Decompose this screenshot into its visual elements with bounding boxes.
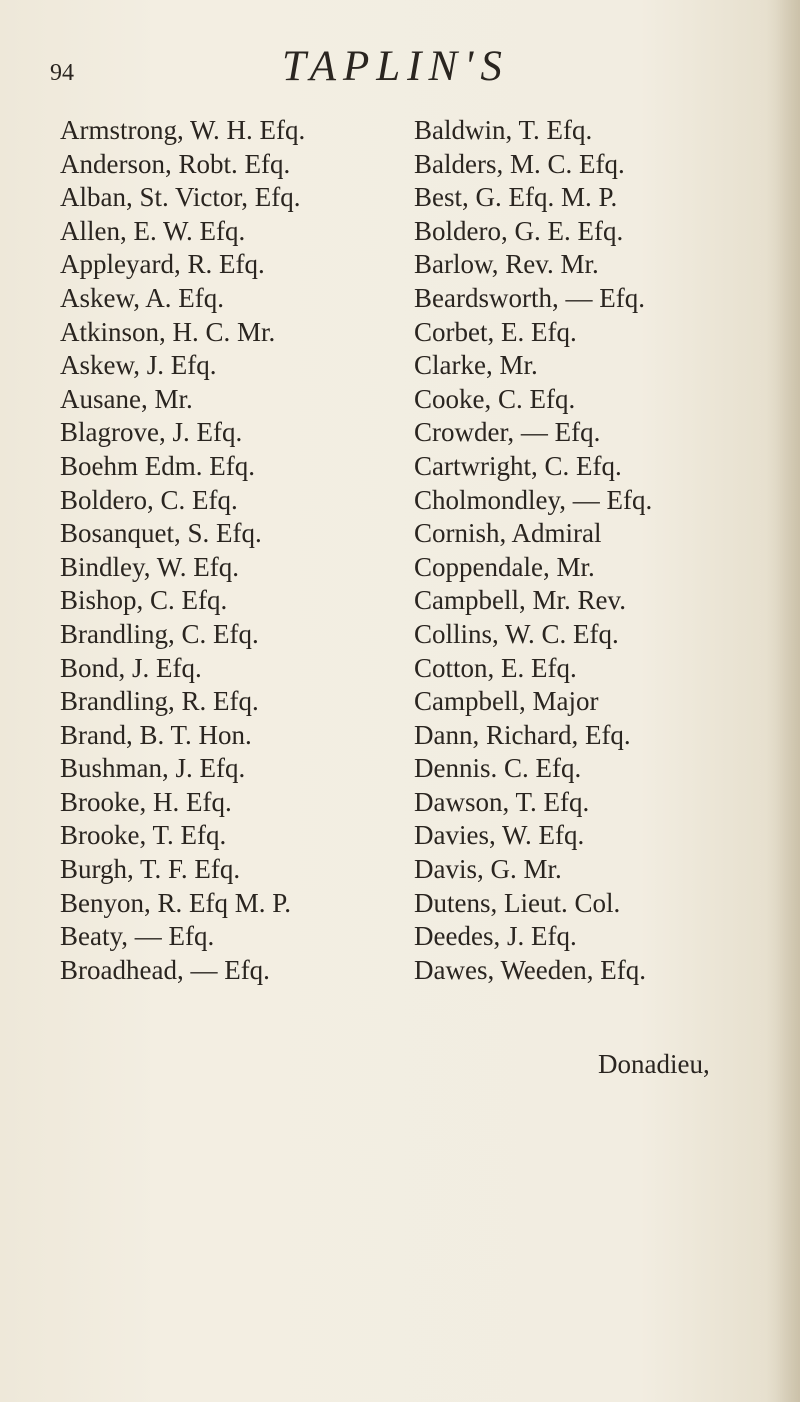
- list-item: Balders, M. C. Efq.: [414, 148, 625, 179]
- list-item: Best, G. Efq. M. P.: [414, 182, 618, 213]
- list-item: Askew, A. Efq.: [60, 282, 224, 313]
- subscriber-list-right-column: [414, 114, 652, 987]
- list-item: Bishop, C. Efq.: [60, 585, 228, 616]
- list-item: Armstrong, W. H. Efq.: [60, 115, 306, 145]
- list-item: Cotton, E. Efq.: [414, 652, 577, 683]
- list-item: Bushman, J. Efq.: [60, 753, 246, 784]
- list-item: Bosanquet, S. Efq.: [60, 518, 262, 549]
- list-item: Bond, J. Efq.: [60, 652, 202, 683]
- list-item: Appleyard, R. Efq.: [60, 249, 265, 280]
- list-item: Brandling, C. Efq.: [60, 618, 259, 649]
- list-item: Dutens, Lieut. Col.: [414, 887, 621, 918]
- list-item: Cornish, Admiral: [414, 518, 602, 549]
- list-item: Ausane, Mr.: [60, 383, 193, 414]
- list-item: Beaty, — Efq.: [60, 921, 215, 952]
- list-item: Barlow, Rev. Mr.: [414, 249, 599, 280]
- list-item: Cartwright, C. Efq.: [414, 450, 622, 481]
- list-item: Deedes, J. Efq.: [414, 921, 577, 952]
- list-item: Askew, J. Efq.: [60, 350, 217, 381]
- list-item: Boldero, C. Efq.: [60, 484, 238, 515]
- list-item: Beardsworth, — Efq.: [414, 282, 645, 313]
- list-item: Collins, W. C. Efq.: [414, 618, 619, 649]
- list-item: Boehm Edm. Efq.: [60, 450, 255, 481]
- list-item: Dawson, T. Efq.: [414, 786, 590, 817]
- list-item: Benyon, R. Efq M. P.: [60, 887, 292, 918]
- list-item: Baldwin, T. Efq.: [414, 115, 593, 145]
- list-item: Anderson, Robt. Efq.: [60, 148, 291, 179]
- list-item: Coppendale, Mr.: [414, 551, 595, 582]
- list-item: Dawes, Weeden, Efq.: [414, 954, 646, 985]
- list-item: Cholmondley, — Efq.: [414, 484, 653, 515]
- page-edge-shadow: [766, 0, 800, 1402]
- running-title: TAPLIN'S: [282, 43, 509, 90]
- list-item: Clarke, Mr.: [414, 350, 538, 381]
- list-item: Boldero, G. E. Efq.: [414, 215, 624, 246]
- page-number: 94: [50, 60, 74, 86]
- list-item: Brand, B. T. Hon.: [60, 719, 252, 750]
- list-item: Bindley, W. Efq.: [60, 551, 239, 582]
- list-item: Atkinson, H. C. Mr.: [60, 316, 276, 347]
- list-item: Corbet, E. Efq.: [414, 316, 577, 347]
- list-item: Crowder, — Efq.: [414, 417, 601, 448]
- list-item: Alban, St. Victor, Efq.: [60, 182, 301, 213]
- page-header: [0, 42, 800, 102]
- list-item: Brandling, R. Efq.: [60, 686, 259, 717]
- list-item: Brooke, H. Efq.: [60, 786, 232, 817]
- list-item: Dann, Richard, Efq.: [414, 719, 631, 750]
- list-item: Broadhead, — Efq.: [60, 954, 270, 985]
- list-item: Campbell, Mr. Rev.: [414, 585, 626, 616]
- list-item: Davis, G. Mr.: [414, 854, 562, 885]
- catchword: Donadieu,: [598, 1049, 710, 1079]
- list-item: Dennis. C. Efq.: [414, 753, 582, 784]
- list-item: Blagrove, J. Efq.: [60, 417, 243, 448]
- list-item: Burgh, T. F. Efq.: [60, 854, 241, 885]
- list-item: Cooke, C. Efq.: [414, 383, 576, 414]
- subscriber-list-left-column: [60, 114, 305, 987]
- list-item: Allen, E. W. Efq.: [60, 215, 246, 246]
- list-item: Brooke, T. Efq.: [60, 820, 227, 851]
- list-item: Campbell, Major: [414, 686, 599, 717]
- list-item: Davies, W. Efq.: [414, 820, 585, 851]
